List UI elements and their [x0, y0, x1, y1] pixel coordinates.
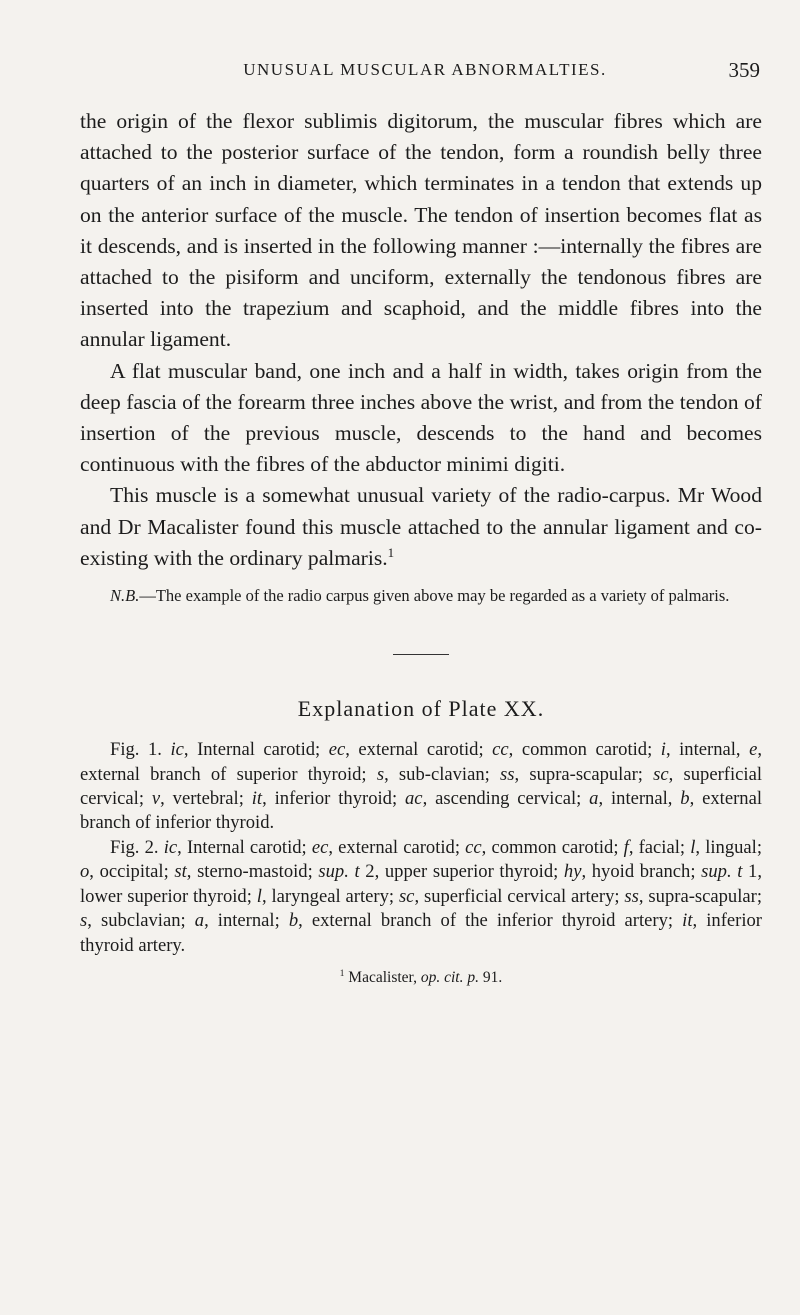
abbreviation: ss: [500, 763, 515, 785]
nb-label: N.B.: [110, 586, 140, 606]
paragraph-2: [80, 356, 762, 481]
footnote-page: 91.: [478, 968, 503, 986]
abbreviation: sc: [398, 885, 415, 907]
footnote-mark: 1: [339, 968, 345, 979]
footnote-reference: 1: [387, 544, 395, 560]
abbreviation: ss: [624, 885, 639, 907]
abbreviation: it: [251, 788, 263, 810]
section-divider: [393, 654, 449, 655]
abbreviation: a: [194, 910, 205, 932]
abbreviation: cc: [465, 836, 482, 858]
nb-note: [80, 584, 762, 608]
paragraph-1: [80, 106, 762, 356]
abbreviation: b: [680, 788, 690, 810]
abbreviation: s: [376, 763, 385, 785]
abbreviation: s: [80, 910, 88, 932]
abbreviation: a: [589, 788, 599, 810]
abbreviation: l: [690, 836, 696, 858]
abbreviation: ic: [163, 836, 178, 858]
abbreviation: f: [623, 836, 629, 858]
page-header: [90, 60, 760, 84]
paragraph-2-text: A flat muscular band, one inch and a half in width, takes origin from the deep fascia of the forearm three inches above the wrist, and from the tendon of insertion of the previous muscle, descends to the hand and becomes continuous with the fibres of the abductor minimi digiti.: [80, 358, 762, 477]
abbreviation: sc: [653, 763, 669, 785]
abbreviation: ic: [170, 739, 184, 761]
section-title: Explanation of Plate XX.: [297, 696, 545, 722]
page-body: [80, 106, 762, 988]
paragraph-1-text: the origin of the flexor sublimis digitorum, the muscular fibres which are attached to the posterior surface of the tendon, form a roundish belly three quarters of an inch in diameter, which terminates in a tendon that extends up on the anterior surface of the muscle. The tendon of insertion becomes flat as it descends, and is inserted in the following manner :—internally the fibres are attached to the pisiform and unciform, externally the tendonous fibres are inserted into the trapezium and scaphoid, and the middle fibres into the annular ligament.: [80, 109, 762, 352]
abbreviation: ec: [311, 836, 329, 858]
abbreviation: sup. t: [701, 861, 743, 883]
footnote: [80, 968, 762, 988]
abbreviation: ac: [405, 788, 423, 810]
page-number: 359: [728, 58, 760, 82]
figure-1-explanation: Fig. 1. ic, Internal carotid; ec, external carotid; cc, common carotid; i, internal, e, external branch of superior thyroid; s, sub-clavian; ss, supra-scapular; sc, superficial cervical; v, vertebral; it, inferior thyroid; ac, ascending cervical; a, internal, b, external branch of inferior thyroid.: [80, 739, 763, 834]
abbreviation: b: [288, 910, 299, 932]
figure-2-explanation: Fig. 2. ic, Internal carotid; ec, external carotid; cc, common carotid; f, facial; l, lingual; o, occipital; st, sterno-mastoid; sup. t 2, upper superior thyroid; hy, hyoid branch; sup. t 1, lower superior thyroid; l, laryngeal artery; sc, superficial cervical artery; ss, supra-scapular; s, subclavian; a, internal; b, external branch of the inferior thyroid artery; it, inferior thyroid artery.: [80, 836, 763, 956]
abbreviation: o: [80, 861, 90, 883]
abbreviation: it: [682, 910, 693, 932]
running-head: UNUSUAL MUSCULAR ABNORMALTIES.: [243, 60, 607, 79]
abbreviation: l: [256, 885, 262, 907]
paragraph-3: [80, 480, 762, 574]
abbreviation: v: [151, 788, 161, 810]
abbreviation: e: [749, 739, 758, 761]
abbreviation: ec: [328, 739, 346, 761]
footnote-cite: op. cit. p.: [420, 968, 479, 986]
abbreviation: i: [660, 739, 666, 761]
abbreviation: sup. t: [318, 861, 360, 883]
abbreviation: st: [174, 861, 187, 883]
abbreviation: cc: [492, 739, 509, 761]
abbreviation: hy: [563, 861, 582, 883]
paragraph-3-text: This muscle is a somewhat unusual variety of the radio-carpus. Mr Wood and Dr Macalister found this muscle attached to the annular ligament and co-existing with the ordinary palmaris.: [80, 483, 762, 570]
nb-text: —The example of the radio carpus given above may be regarded as a variety of palmaris.: [139, 586, 730, 606]
footnote-author: Macalister,: [348, 968, 421, 986]
